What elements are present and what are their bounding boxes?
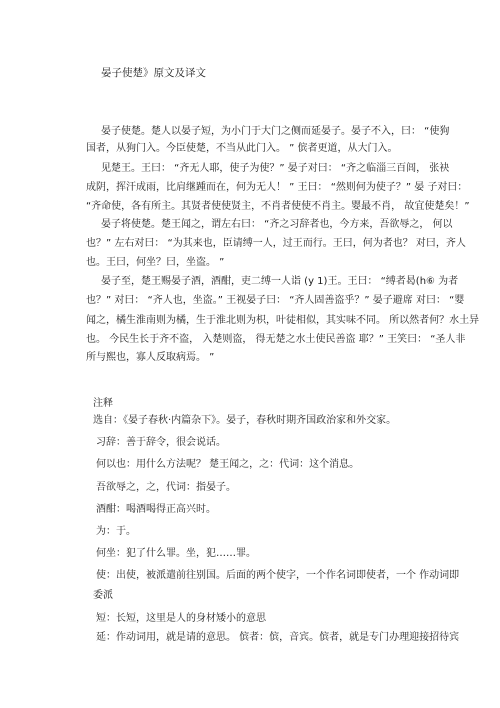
- original-line: 也。王曰，何坐？曰，坐盗。 ”: [86, 257, 225, 268]
- note-line: 习辞：善于辞令，很会说话。: [96, 437, 226, 448]
- note-line: 委派: [93, 590, 113, 601]
- original-line: 见楚王。王曰： “齐无人耶，使子为使？” 晏子对曰： “齐之临淄三百闾， 张袂: [101, 163, 450, 174]
- original-line: 闻之，橘生淮南则为橘，生于淮北则为枳，叶徒相似，其实味不同。 所以然者何？水土异: [86, 315, 480, 326]
- note-line: 短：长短，这里是人的身材矮小的意思: [96, 613, 266, 624]
- original-line: 也。 今民生长于齐不盗， 入楚则盗， 得无楚之水土使民善盗 耶？” 王笑曰： “圣人非: [86, 334, 466, 345]
- original-line: 也？” 左右对曰： “为其来也，臣请缚一人，过王而行。王曰，何为者也？ 对曰，齐人: [86, 238, 466, 249]
- notes-heading: 注释: [93, 398, 113, 409]
- original-line: 晏子至，楚王赐晏子酒，酒酣，吏二缚一人诣 (y 1)王。王曰： “缚者曷(h⑥ 为者: [101, 276, 459, 287]
- original-line: 国者，从狗门入。今臣使楚，不当从此门入。 ” 傧者更道，从大门入。: [86, 143, 398, 154]
- note-line: 酒酣：喝酒喝得正高兴时。: [96, 504, 216, 515]
- original-line: 成阴，挥汗成雨，比肩继踵而在，何为无人！ ” 王曰： “然则何为使子？” 晏 子对曰：: [86, 182, 468, 193]
- original-line: 也？” 对曰： “齐人也，坐盗。” 王视晏子曰： “齐人固善盗乎？” 晏子避席 对曰： “婴: [86, 295, 465, 306]
- original-line: 晏子将使楚。楚王闻之，谓左右曰： “齐之习辞者也，今方来，吾欲辱之， 何以: [101, 219, 453, 230]
- note-line: 何以也：用什么方法呢？ 楚王闻之，之：代词：这个消息。: [96, 459, 360, 470]
- document-title: 晏子使楚》原文及译文: [101, 67, 206, 79]
- note-line: 延：作动词用，就是请的意思。 傧者：傧，音宾。傧者，就是专门办理迎接招待宾: [96, 632, 460, 643]
- note-line: 吾欲辱之，之，代词：指晏子。: [96, 482, 236, 493]
- original-line: “齐命使，各有所主。其贤者使使贤主，不肖者使使不肖主。婴最不肖， 故宜使楚矣！”: [86, 201, 470, 212]
- note-line: 选自：《晏子春秋·内篇杂下》。晏子，春秋时期齐国政治家和外交家。: [93, 415, 397, 426]
- original-line: 晏子使楚。楚人以晏子短，为小门于大门之侧而延晏子。晏子不入，曰： “使狗: [101, 126, 450, 137]
- note-line: 何坐：犯了什么罪。坐，犯……罪。: [96, 548, 256, 559]
- original-line: 所与熙也，寡人反取病焉。 ”: [86, 352, 215, 363]
- note-line: 使：出使，被派遣前往别国。后面的两个使字，一个作名词即使者，一个 作动词即: [96, 570, 460, 581]
- note-line: 为：于。: [96, 526, 136, 537]
